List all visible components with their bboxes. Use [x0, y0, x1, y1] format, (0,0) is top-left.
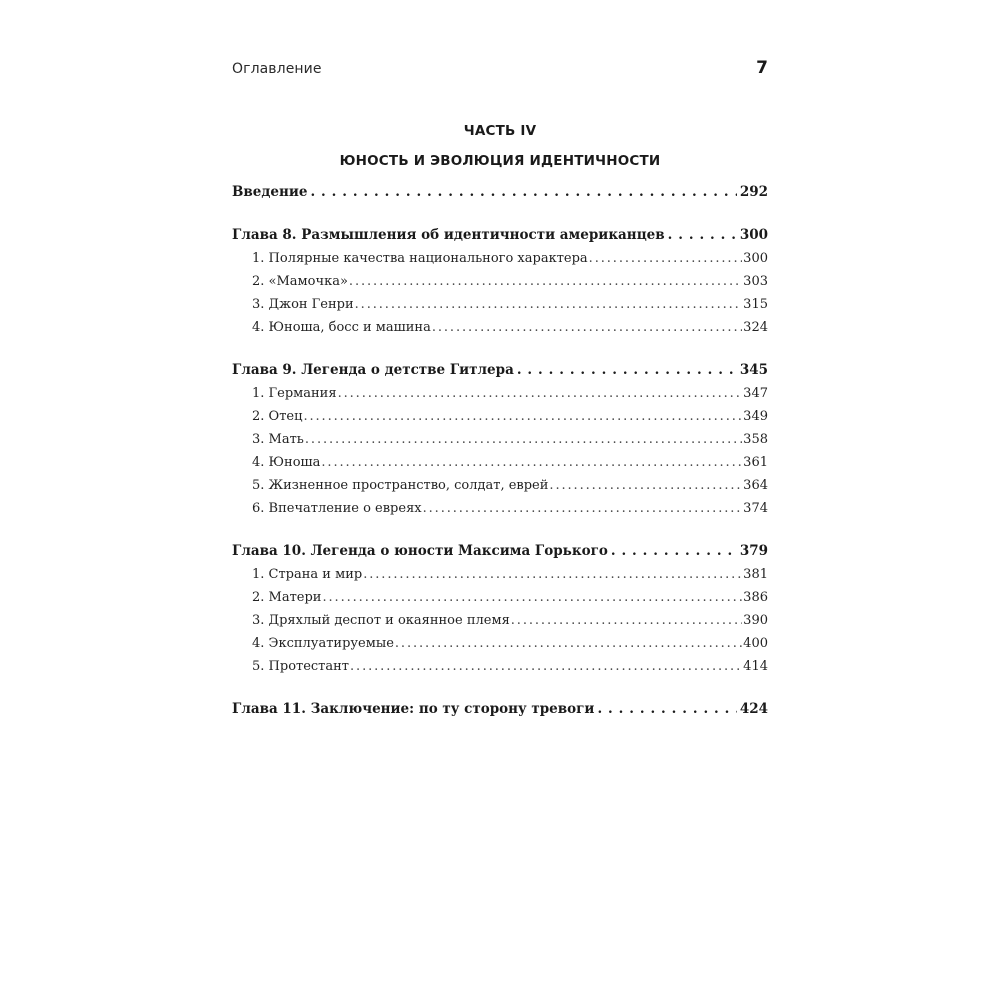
toc-entry-page: 381 — [743, 567, 768, 582]
dot-leader — [668, 224, 737, 247]
toc-entry-title: Введение — [232, 184, 308, 200]
toc-section — [232, 451, 768, 474]
toc-entry-title: 2. Матери — [252, 590, 322, 605]
toc-entry-page: 358 — [743, 432, 768, 447]
dot-leader — [350, 655, 742, 678]
toc-entry-page: 361 — [743, 455, 768, 470]
page-number: 7 — [756, 58, 768, 78]
toc-section — [232, 405, 768, 428]
book-page — [232, 0, 768, 1000]
toc-entry-page: 379 — [739, 543, 768, 559]
dot-leader — [355, 293, 743, 316]
dot-leader — [432, 316, 742, 339]
toc-entry-page: 390 — [743, 613, 768, 628]
toc-entry-intro — [232, 181, 768, 204]
toc-entry-page: 424 — [739, 701, 768, 717]
dot-leader — [305, 428, 742, 451]
toc-entry-title: Глава 8. Размышления об идентичности американцев — [232, 227, 665, 243]
toc-section — [232, 632, 768, 655]
toc-section — [232, 609, 768, 632]
dot-leader — [349, 270, 742, 293]
toc-entry-title: Глава 9. Легенда о детстве Гитлера — [232, 362, 514, 378]
running-title: Оглавление — [232, 61, 322, 77]
dot-leader — [303, 405, 742, 428]
toc-entry-page: 315 — [743, 297, 768, 312]
dot-leader — [338, 382, 743, 405]
toc-chapter-10 — [232, 540, 768, 563]
toc-section — [232, 497, 768, 520]
toc-section — [232, 247, 768, 270]
toc-entry-page: 364 — [743, 478, 768, 493]
toc-entry-title: 5. Протестант — [252, 659, 349, 674]
toc-entry-page: 292 — [739, 184, 768, 200]
dot-leader — [395, 632, 742, 655]
toc-entry-page: 303 — [743, 274, 768, 289]
toc-entry-page: 324 — [743, 320, 768, 335]
toc-entry-title: 6. Впечатление о евреях — [252, 501, 422, 516]
toc-entry-title: 1. Германия — [252, 386, 337, 401]
toc-section — [232, 293, 768, 316]
dot-leader — [363, 563, 742, 586]
toc-section — [232, 586, 768, 609]
toc-entry-title: 2. «Мамочка» — [252, 274, 348, 289]
toc-entry-page: 300 — [743, 251, 768, 266]
toc-entry-page: 400 — [743, 636, 768, 651]
toc-entry-page: 300 — [739, 227, 768, 243]
toc-entry-title: 4. Эксплуатируемые — [252, 636, 394, 651]
toc-entry-page: 345 — [739, 362, 768, 378]
toc-entry-title: 1. Страна и мир — [252, 567, 363, 582]
part-label: ЧАСТЬ IV — [463, 123, 537, 139]
toc-entry-title: Глава 11. Заключение: по ту сторону тревоги — [232, 701, 595, 717]
dot-leader — [423, 497, 743, 520]
toc-entry-title: 5. Жизненное пространство, солдат, еврей — [252, 478, 549, 493]
dot-leader — [549, 474, 742, 497]
toc-chapter-11 — [232, 698, 768, 721]
toc-entry-title: 4. Юноша, босс и машина — [252, 320, 431, 335]
toc-section — [232, 563, 768, 586]
running-head — [232, 58, 768, 82]
toc-section — [232, 428, 768, 451]
dot-leader — [511, 609, 742, 632]
toc-entry-title: 3. Дряхлый деспот и окаянное племя — [252, 613, 510, 628]
toc-entry-page: 414 — [743, 659, 768, 674]
toc-entry-title: Глава 10. Легенда о юности Максима Горького — [232, 543, 608, 559]
toc-section — [232, 270, 768, 293]
toc-section — [232, 316, 768, 339]
toc-entry-page: 347 — [743, 386, 768, 401]
toc-chapter-8 — [232, 224, 768, 247]
dot-leader — [310, 181, 736, 204]
toc-chapter-9 — [232, 359, 768, 382]
toc-entry-title: 4. Юноша — [252, 455, 321, 470]
toc-entry-title: 1. Полярные качества национального характера — [252, 251, 588, 266]
toc-entry-page: 349 — [743, 409, 768, 424]
toc-section — [232, 655, 768, 678]
toc-entry-title: 3. Джон Генри — [252, 297, 354, 312]
dot-leader — [322, 586, 742, 609]
dot-leader — [321, 451, 742, 474]
toc-entry-page: 374 — [743, 501, 768, 516]
toc-section — [232, 382, 768, 405]
dot-leader — [589, 247, 743, 270]
toc-entry-title: 2. Отец — [252, 409, 303, 424]
table-of-contents — [232, 181, 768, 721]
toc-entry-title: 3. Мать — [252, 432, 304, 447]
part-heading — [232, 120, 768, 180]
dot-leader — [611, 540, 737, 563]
toc-entry-page: 386 — [743, 590, 768, 605]
dot-leader — [517, 359, 737, 382]
dot-leader — [597, 698, 736, 721]
part-title: ЮНОСТЬ И ЭВОЛЮЦИЯ ИДЕНТИЧНОСТИ — [339, 153, 661, 169]
toc-section — [232, 474, 768, 497]
